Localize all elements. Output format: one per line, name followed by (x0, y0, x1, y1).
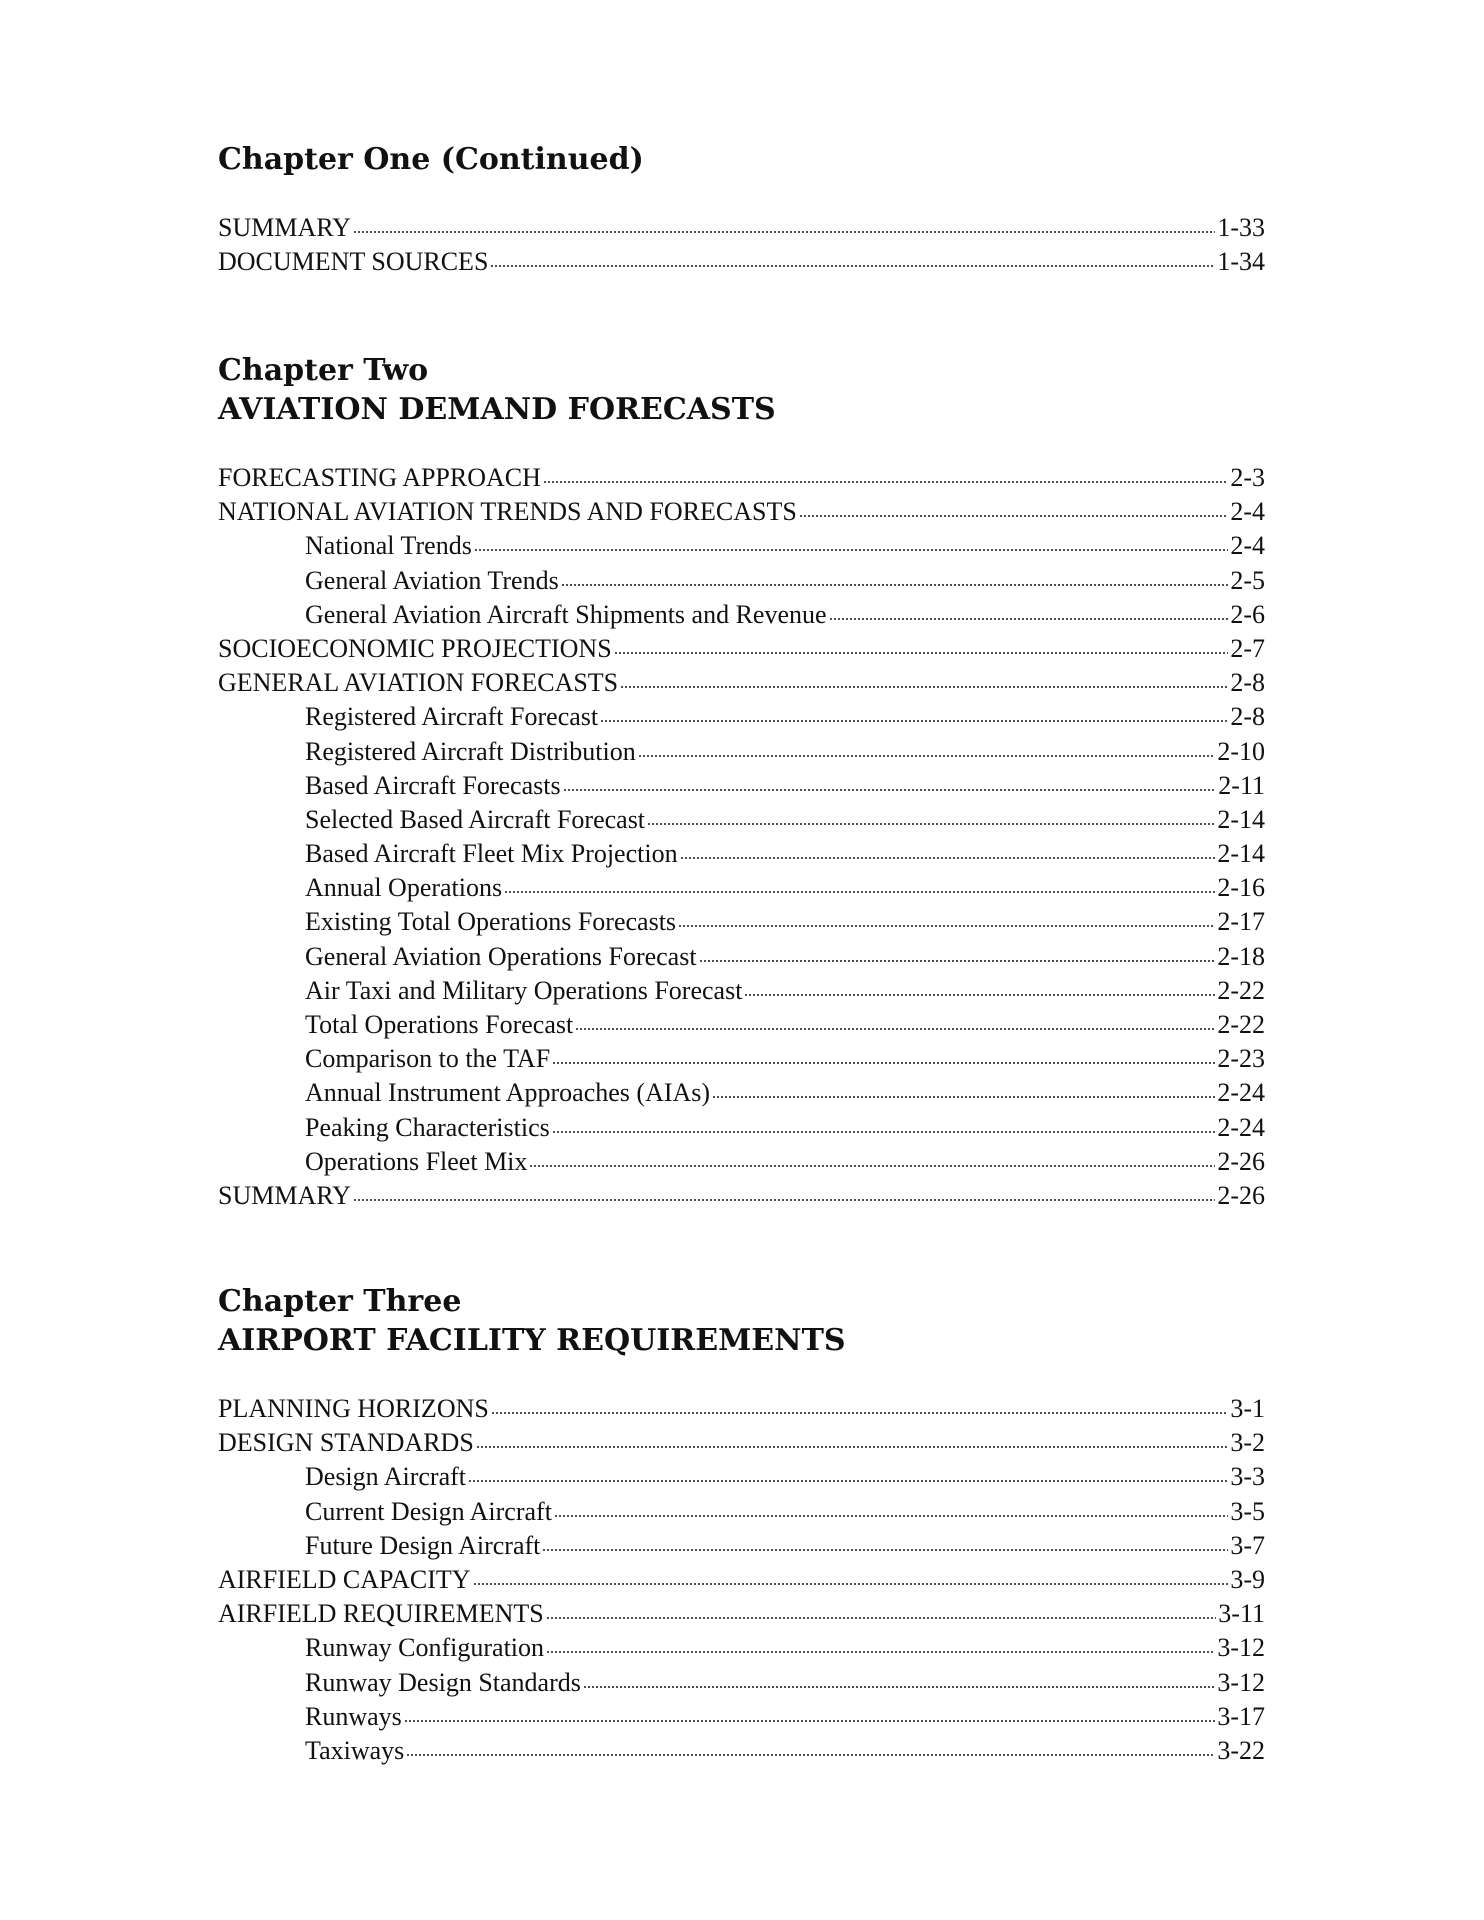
dot-leader (575, 1028, 1215, 1030)
toc-entry-label: General Aviation Operations Forecast (305, 941, 697, 971)
toc-entry[interactable] (218, 247, 1265, 281)
toc-entry-label: DESIGN STANDARDS (218, 1428, 474, 1458)
dot-leader (638, 755, 1216, 757)
chapter-two-subtitle: AVIATION DEMAND FORECASTS (218, 392, 776, 427)
toc-entry-label: Annual Operations (305, 873, 503, 903)
toc-entry[interactable] (218, 566, 1265, 600)
toc-entry-page-number: 1-33 (1217, 213, 1265, 242)
dot-leader (406, 1754, 1215, 1756)
toc-entry[interactable] (218, 976, 1265, 1010)
toc-entry-page-number: 2-11 (1218, 770, 1265, 800)
dot-leader (353, 231, 1215, 233)
dot-leader (504, 891, 1215, 893)
dot-leader (744, 994, 1215, 996)
dot-leader (552, 1062, 1215, 1064)
chapter-three-subtitle: AIRPORT FACILITY REQUIREMENTS (218, 1323, 846, 1358)
toc-entry[interactable] (218, 1044, 1265, 1078)
toc-entry[interactable] (218, 1181, 1265, 1215)
toc-entry-page-number: 2-5 (1230, 565, 1265, 595)
dot-leader (563, 789, 1217, 791)
toc-entry-page-number: 2-8 (1230, 668, 1265, 698)
toc-entry-page-number: 2-4 (1230, 531, 1265, 561)
dot-leader (799, 515, 1229, 517)
toc-entry-label: AIRFIELD CAPACITY (218, 1564, 471, 1594)
toc-entry[interactable] (218, 668, 1265, 702)
chapter-two-toc (218, 463, 1265, 1215)
toc-entry-label: Future Design Aircraft (305, 1530, 541, 1560)
toc-entry[interactable] (218, 1010, 1265, 1044)
dot-leader (600, 720, 1228, 722)
toc-entry-page-number: 2-8 (1230, 702, 1265, 732)
toc-entry-page-number: 3-11 (1218, 1599, 1265, 1629)
toc-entry-page-number: 3-12 (1217, 1633, 1265, 1663)
dot-leader (546, 1617, 1217, 1619)
dot-leader (583, 1686, 1215, 1688)
toc-entry-page-number: 2-23 (1217, 1044, 1265, 1074)
toc-entry-page-number: 2-22 (1217, 975, 1265, 1005)
dot-leader (699, 960, 1216, 962)
toc-entry-label: Design Aircraft (305, 1462, 467, 1492)
dot-leader (476, 1446, 1229, 1448)
toc-entry-page-number: 2-24 (1217, 1078, 1265, 1108)
toc-entry[interactable] (218, 463, 1265, 497)
toc-entry-page-number: 3-12 (1217, 1667, 1265, 1697)
toc-entry-page-number: 3-7 (1230, 1530, 1265, 1560)
toc-entry[interactable] (218, 1078, 1265, 1112)
toc-entry-label: Existing Total Operations Forecasts (305, 907, 677, 937)
dot-leader (561, 584, 1229, 586)
toc-entry-label: Runways (305, 1701, 402, 1731)
chapter-two-section (218, 351, 1265, 1210)
toc-entry[interactable] (218, 1702, 1265, 1736)
toc-entry-label: SOCIOECONOMIC PROJECTIONS (218, 633, 612, 663)
dot-leader (712, 1096, 1215, 1098)
dot-leader (353, 1199, 1215, 1201)
dot-leader (680, 857, 1216, 859)
toc-entry-label: Based Aircraft Forecasts (305, 770, 561, 800)
toc-entry-page-number: 2-17 (1217, 907, 1265, 937)
toc-entry[interactable] (218, 1531, 1265, 1565)
toc-entry[interactable] (218, 600, 1265, 634)
dot-leader (647, 823, 1215, 825)
dot-leader (491, 1412, 1228, 1414)
toc-entry[interactable] (218, 1599, 1265, 1633)
toc-entry-label: AIRFIELD REQUIREMENTS (218, 1599, 544, 1629)
toc-entry-label: GENERAL AVIATION FORECASTS (218, 668, 619, 698)
toc-entry[interactable] (218, 1565, 1265, 1599)
toc-entry[interactable] (218, 497, 1265, 531)
toc-entry-label: NATIONAL AVIATION TRENDS AND FORECASTS (218, 497, 797, 527)
toc-entry-label: General Aviation Trends (305, 565, 559, 595)
toc-entry-page-number: 2-10 (1217, 736, 1265, 766)
toc-entry[interactable] (218, 1462, 1265, 1496)
toc-entry-label: SUMMARY (218, 213, 351, 242)
toc-entry-page-number: 3-22 (1217, 1735, 1265, 1765)
chapter-three-section (218, 1282, 1265, 1765)
toc-entry-page-number: 2-18 (1217, 941, 1265, 971)
toc-entry[interactable] (218, 213, 1265, 247)
toc-entry-page-number: 3-1 (1230, 1394, 1265, 1423)
toc-entry[interactable] (218, 702, 1265, 736)
toc-entry[interactable] (218, 531, 1265, 565)
toc-entry[interactable] (218, 1497, 1265, 1531)
toc-entry-page-number: 2-16 (1217, 873, 1265, 903)
toc-entry-page-number: 2-24 (1217, 1112, 1265, 1142)
toc-entry-label: Taxiways (305, 1735, 405, 1765)
chapter-three-heading: Chapter Three (218, 1284, 462, 1319)
dot-leader (404, 1720, 1216, 1722)
toc-entry-label: Peaking Characteristics (305, 1112, 550, 1142)
chapter-one-toc (218, 213, 1265, 281)
toc-entry-label: Annual Instrument Approaches (AIAs) (305, 1078, 711, 1108)
toc-entry-page-number: 3-5 (1230, 1496, 1265, 1526)
toc-entry-label: Based Aircraft Fleet Mix Projection (305, 839, 678, 869)
toc-entry-page-number: 2-22 (1217, 1010, 1265, 1039)
toc-entry[interactable] (218, 634, 1265, 668)
dot-leader (468, 1480, 1228, 1482)
toc-entry-page-number: 3-17 (1217, 1701, 1265, 1731)
toc-entry[interactable] (218, 805, 1265, 839)
toc-entry-label: SUMMARY (218, 1180, 351, 1210)
toc-entry-page-number: 1-34 (1217, 247, 1265, 277)
toc-entry-page-number: 3-3 (1230, 1462, 1265, 1492)
toc-entry[interactable] (218, 1428, 1265, 1462)
toc-entry[interactable] (218, 942, 1265, 976)
toc-entry-page-number: 2-3 (1230, 463, 1265, 492)
dot-leader (490, 265, 1215, 267)
toc-entry-page-number: 2-7 (1230, 633, 1265, 663)
toc-entry[interactable] (218, 1668, 1265, 1702)
dot-leader (542, 1549, 1228, 1551)
toc-entry-label: Comparison to the TAF (305, 1044, 551, 1074)
toc-entry-page-number: 3-2 (1230, 1428, 1265, 1458)
toc-entry-label: General Aviation Aircraft Shipments and Revenue (305, 599, 827, 629)
toc-entry-label: FORECASTING APPROACH (218, 463, 541, 492)
chapter-one-heading: Chapter One (Continued) (218, 142, 644, 177)
toc-entry[interactable] (218, 873, 1265, 907)
toc-entry-label: DOCUMENT SOURCES (218, 247, 489, 277)
toc-entry-page-number: 2-6 (1230, 599, 1265, 629)
toc-entry-page-number: 2-26 (1217, 1146, 1265, 1176)
dot-leader (678, 925, 1215, 927)
toc-entry-label: Total Operations Forecast (305, 1010, 574, 1039)
toc-entry[interactable] (218, 1113, 1265, 1147)
toc-entry-page-number: 3-9 (1230, 1564, 1265, 1594)
toc-entry[interactable] (218, 1394, 1265, 1428)
toc-entry[interactable] (218, 737, 1265, 771)
toc-entry-label: Selected Based Aircraft Forecast (305, 804, 646, 834)
toc-entry[interactable] (218, 1147, 1265, 1181)
toc-entry-label: Current Design Aircraft (305, 1496, 552, 1526)
chapter-one-section (218, 140, 1265, 277)
toc-entry[interactable] (218, 771, 1265, 805)
dot-leader (614, 652, 1229, 654)
toc-entry-label: National Trends (305, 531, 472, 561)
dot-leader (474, 549, 1228, 551)
toc-entry-label: Runway Configuration (305, 1633, 545, 1663)
dot-leader (543, 481, 1228, 483)
toc-entry-label: PLANNING HORIZONS (218, 1394, 489, 1423)
toc-entry[interactable] (218, 1736, 1265, 1770)
toc-entry-page-number: 2-4 (1230, 497, 1265, 527)
dot-leader (554, 1515, 1228, 1517)
chapter-two-heading: Chapter Two (218, 353, 429, 388)
toc-entry-page-number: 2-26 (1217, 1180, 1265, 1210)
toc-entry-label: Registered Aircraft Forecast (305, 702, 599, 732)
toc-entry-page-number: 2-14 (1217, 839, 1265, 869)
toc-entry-label: Air Taxi and Military Operations Forecast (305, 975, 743, 1005)
dot-leader (829, 618, 1229, 620)
dot-leader (552, 1131, 1216, 1133)
dot-leader (546, 1651, 1215, 1653)
toc-entry-label: Operations Fleet Mix (305, 1146, 528, 1176)
chapter-three-toc (218, 1394, 1265, 1770)
dot-leader (473, 1583, 1229, 1585)
dot-leader (529, 1165, 1215, 1167)
toc-entry-page-number: 2-14 (1217, 804, 1265, 834)
toc-entry[interactable] (218, 1633, 1265, 1667)
toc-entry-label: Runway Design Standards (305, 1667, 581, 1697)
dot-leader (620, 686, 1228, 688)
toc-entry-label: Registered Aircraft Distribution (305, 736, 636, 766)
toc-entry[interactable] (218, 907, 1265, 941)
toc-entry[interactable] (218, 839, 1265, 873)
